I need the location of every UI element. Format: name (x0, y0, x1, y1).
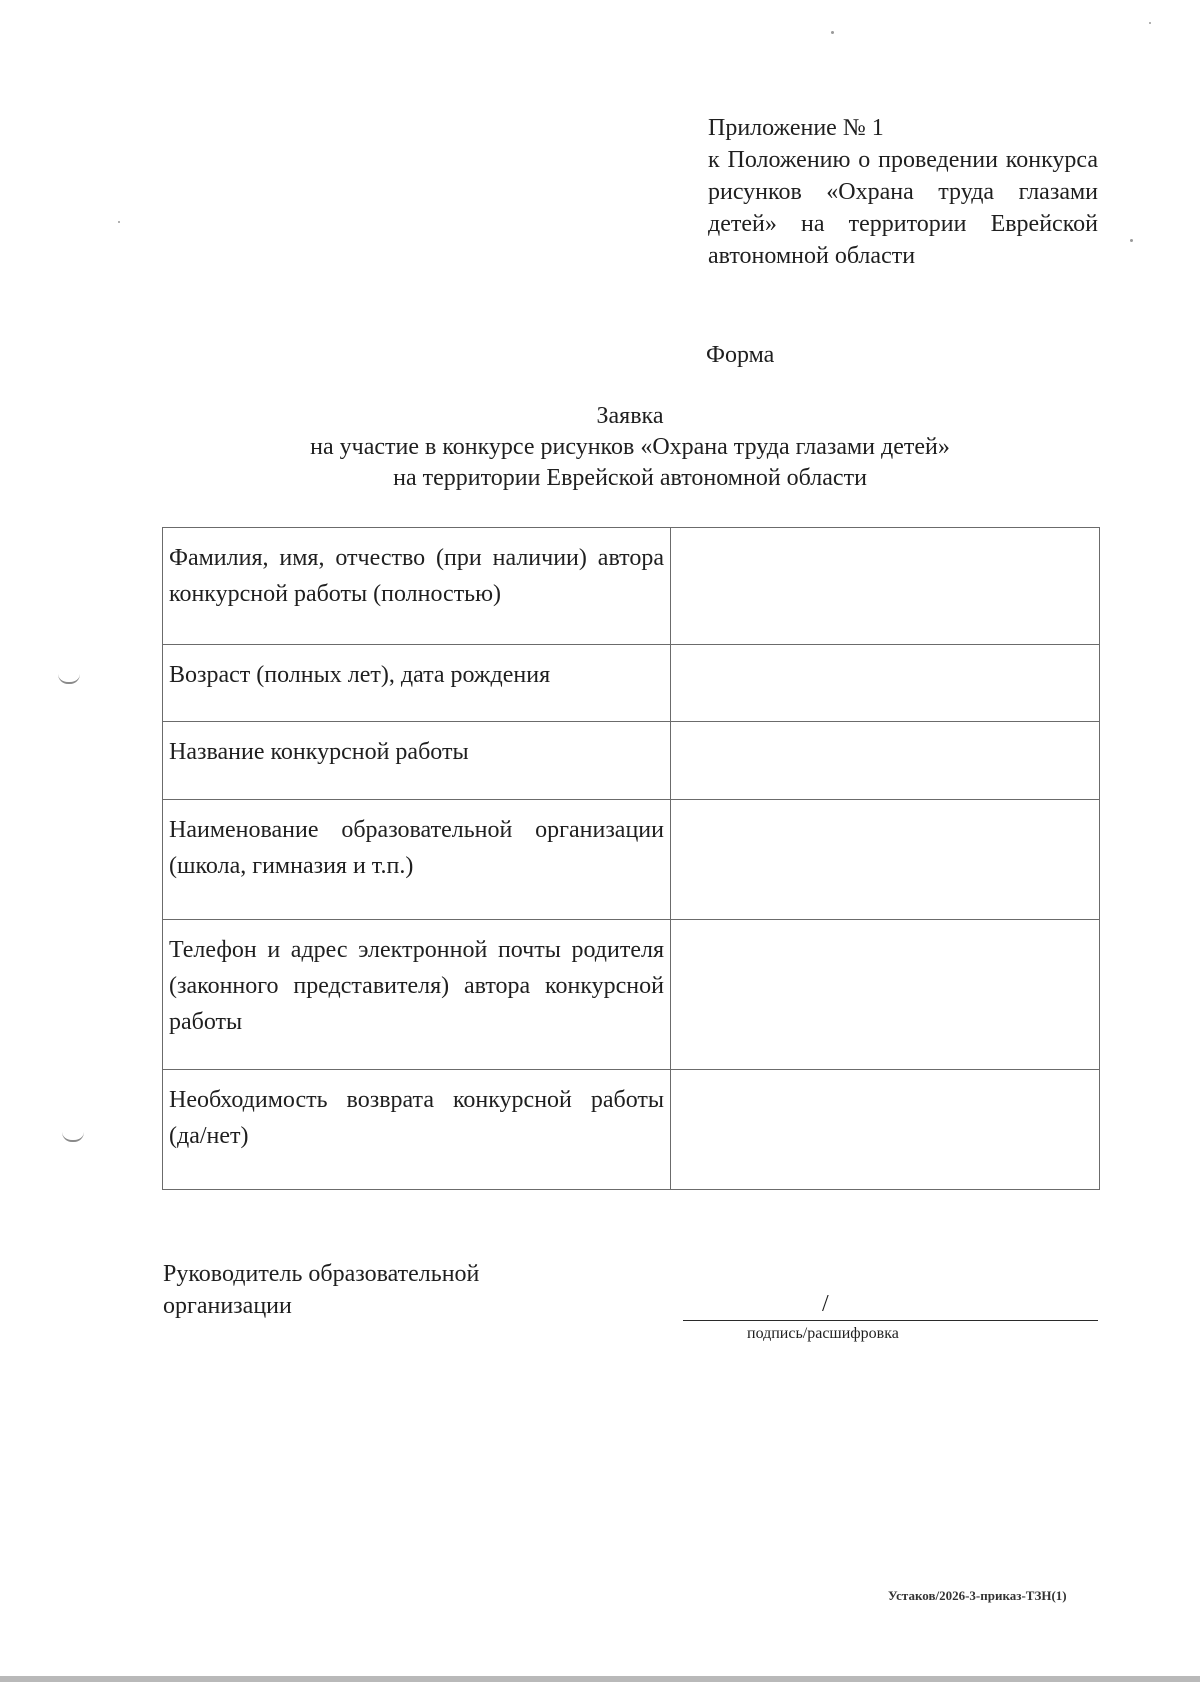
table-row (163, 920, 1100, 1070)
row-label-full-name: Фамилия, имя, отчество (при наличии) автора конкурсной работы (полностью) (163, 528, 671, 645)
appendix-header (708, 112, 1098, 272)
table-row (163, 645, 1100, 722)
page-bottom-edge (0, 1676, 1200, 1682)
row-label-organization: Наименование образовательной организации (школа, гимназия и т.п.) (163, 800, 671, 920)
row-label-work-title: Название конкурсной работы (163, 722, 671, 800)
signer-line-2: организации (163, 1293, 292, 1319)
row-label-parent-contacts: Телефон и адрес электронной почты родителя (законного представителя) автора конкурсной работы (163, 920, 671, 1070)
scan-artifact (62, 1132, 84, 1142)
title-line-2: на участие в конкурсе рисунков «Охрана труда глазами детей» (310, 434, 950, 460)
table-row (163, 722, 1100, 800)
row-label-age: Возраст (полных лет), дата рождения (163, 645, 671, 722)
row-value-age[interactable] (671, 645, 1100, 722)
scan-speck (831, 31, 834, 34)
scan-speck (1149, 22, 1151, 24)
table-row (163, 1070, 1100, 1190)
application-table (162, 527, 1100, 1190)
document-code: Устаков/2026-3-приказ-ТЗН(1) (888, 1588, 1067, 1603)
row-value-full-name[interactable] (671, 528, 1100, 645)
title-line-1: Заявка (596, 403, 664, 429)
scan-artifact (58, 674, 80, 684)
title-line-3: на территории Еврейской автономной области (393, 465, 867, 491)
signer-line-1: Руководитель образовательной (163, 1261, 480, 1287)
table-row (163, 800, 1100, 920)
signature-line (683, 1320, 1098, 1321)
row-value-organization[interactable] (671, 800, 1100, 920)
signature-caption: подпись/расшифровка (747, 1325, 899, 1342)
row-value-parent-contacts[interactable] (671, 920, 1100, 1070)
form-label: Форма (706, 342, 775, 368)
appendix-description: к Положению о проведении конкурса рисунков «Охрана труда глазами детей» на территории Еврейской автономной области (708, 147, 1098, 269)
signer-title (163, 1258, 479, 1322)
signature-slash: / (822, 1291, 829, 1317)
row-value-work-title[interactable] (671, 722, 1100, 800)
row-value-return-work[interactable] (671, 1070, 1100, 1190)
row-label-return-work: Необходимость возврата конкурсной работы (да/нет) (163, 1070, 671, 1190)
appendix-number: Приложение № 1 (708, 115, 884, 141)
document-title (150, 401, 1110, 494)
scan-speck (1130, 239, 1133, 242)
table-row (163, 528, 1100, 645)
scan-speck (118, 221, 120, 223)
